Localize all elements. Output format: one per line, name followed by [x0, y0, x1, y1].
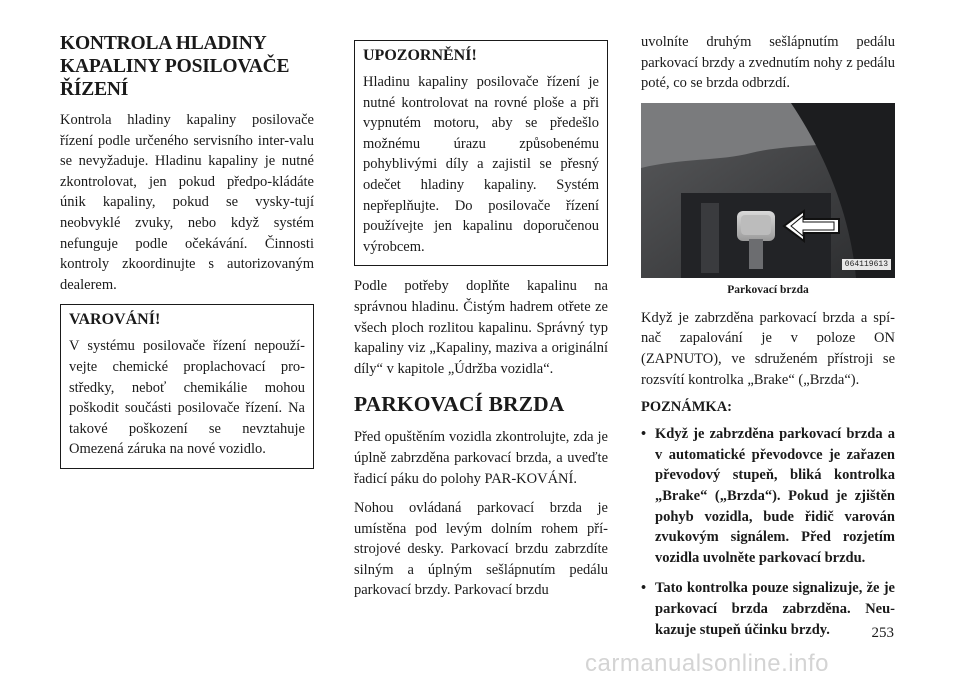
power-steering-paragraph: Kontrola hladiny kapaliny posilovače řízení podle určeného servisního inter-valu se nevyžaduje. Hladinu kapaliny je nutné zkontrolovat, jen pokud předpo-kládáte únik kapaliny, pokud se vysky-tují neobvyklé zvuky, nebo když systém nefunguje podle očekávání. Činnosti kontroly zkoordinujte s autorizovaným dealerem. [60, 112, 314, 293]
parking-brake-illustration [641, 103, 895, 278]
warning-text: V systému posilovače řízení nepouží-vejte chemické proplachovací pro-středky, neboť chemikálie mohou poškodit součásti posilovače řízení. Na takové poškození se nevztahuje Omezená záruka na nové vozidlo. [69, 338, 305, 458]
bullet-glyph: • [641, 580, 647, 597]
figure-caption: Parkovací brzda [727, 283, 809, 296]
figure-id-label: 064119613 [842, 259, 891, 270]
note-heading: POZNÁMKA: [641, 399, 733, 416]
section-heading-power-steering: KONTROLA HLADINY KAPALINY POSILOVAČE ŘÍZENÍ [60, 33, 290, 100]
parking-brake-paragraph-1: Před opuštěním vozidla zkontrolujte, zda je úplně zabrzděna parkovací brzda, a uveďte řadicí páku do polohy PAR-KOVÁNÍ. [354, 429, 608, 487]
warning-title: VAROVÁNÍ! [69, 311, 161, 329]
watermark: carmanualsonline.info [585, 650, 829, 677]
note-item-text: Když je zabrzděna parkovací brzda a v automatické převodovce je zařazen převodový stupeň, bliká kontrolka „Brake“ („Brzda“). Pokud je zjištěn pohyb vozidla, bude řidič varován zvukovým signálem. Před rozjetím vozidla uvolněte parkovací brzdu. [655, 426, 895, 566]
note-item [641, 424, 895, 568]
caution-box [354, 40, 608, 266]
section-heading-parking-brake: PARKOVACÍ BRZDA [354, 392, 565, 417]
note-item [641, 578, 895, 640]
note-item-text: Tato kontrolka pouze signalizuje, že je parkovací brzda zabrzděna. Neu-kazuje stupeň účinku brzdy. [655, 580, 895, 638]
column-left [60, 32, 314, 479]
parking-brake-photo [641, 103, 895, 278]
parking-brake-continuation: uvolníte druhým sešlápnutím pedálu parkovací brzdy a zvednutím nohy z pedálu poté, co se brzda odbrzdí. [641, 34, 895, 92]
brake-indicator-paragraph: Když je zabrzděna parkovací brzda a spí-nač zapalování je v poloze ON (ZAPNUTO), ve sdruženém přístroji se rozsvítí kontrolka „Brake“ („Brzda“). [641, 309, 895, 388]
caution-title: UPOZORNĚNÍ! [363, 47, 477, 64]
column-right [641, 32, 895, 650]
parking-brake-paragraph-2: Nohou ovládaná parkovací brzda je umístěna pod levým dolním rohem pří-strojové desky. Parkovací brzdu zabrzdíte silným a úplným sešlápnutím pedálu parkovací brzdy. Parkovací brzdu [354, 500, 608, 599]
refill-paragraph: Podle potřeby doplňte kapalinu na správnou hladinu. Čistým hadrem otřete ze všech ploch rozlitou kapalinu. Správný typ kapaliny viz „Kapaliny, maziva a originální díly“ v kapitole „Údržba vozidla“. [354, 278, 608, 377]
caution-text: Hladinu kapaliny posilovače řízení je nutné kontrolovat na rovné ploše a při vypnutém motoru, aby se předešlo možnému úrazu způsobenému pohyblivými díly a zajistil se přesný odečet hladiny kapaliny. Systém nepřeplňujte. Do posilovače řízení používejte jen kapalinu doporučenou výrobcem. [363, 74, 599, 255]
bullet-glyph: • [641, 426, 647, 443]
warning-box [60, 304, 314, 469]
page-number: 253 [871, 625, 894, 641]
column-middle [354, 40, 608, 610]
note-list [641, 424, 895, 640]
